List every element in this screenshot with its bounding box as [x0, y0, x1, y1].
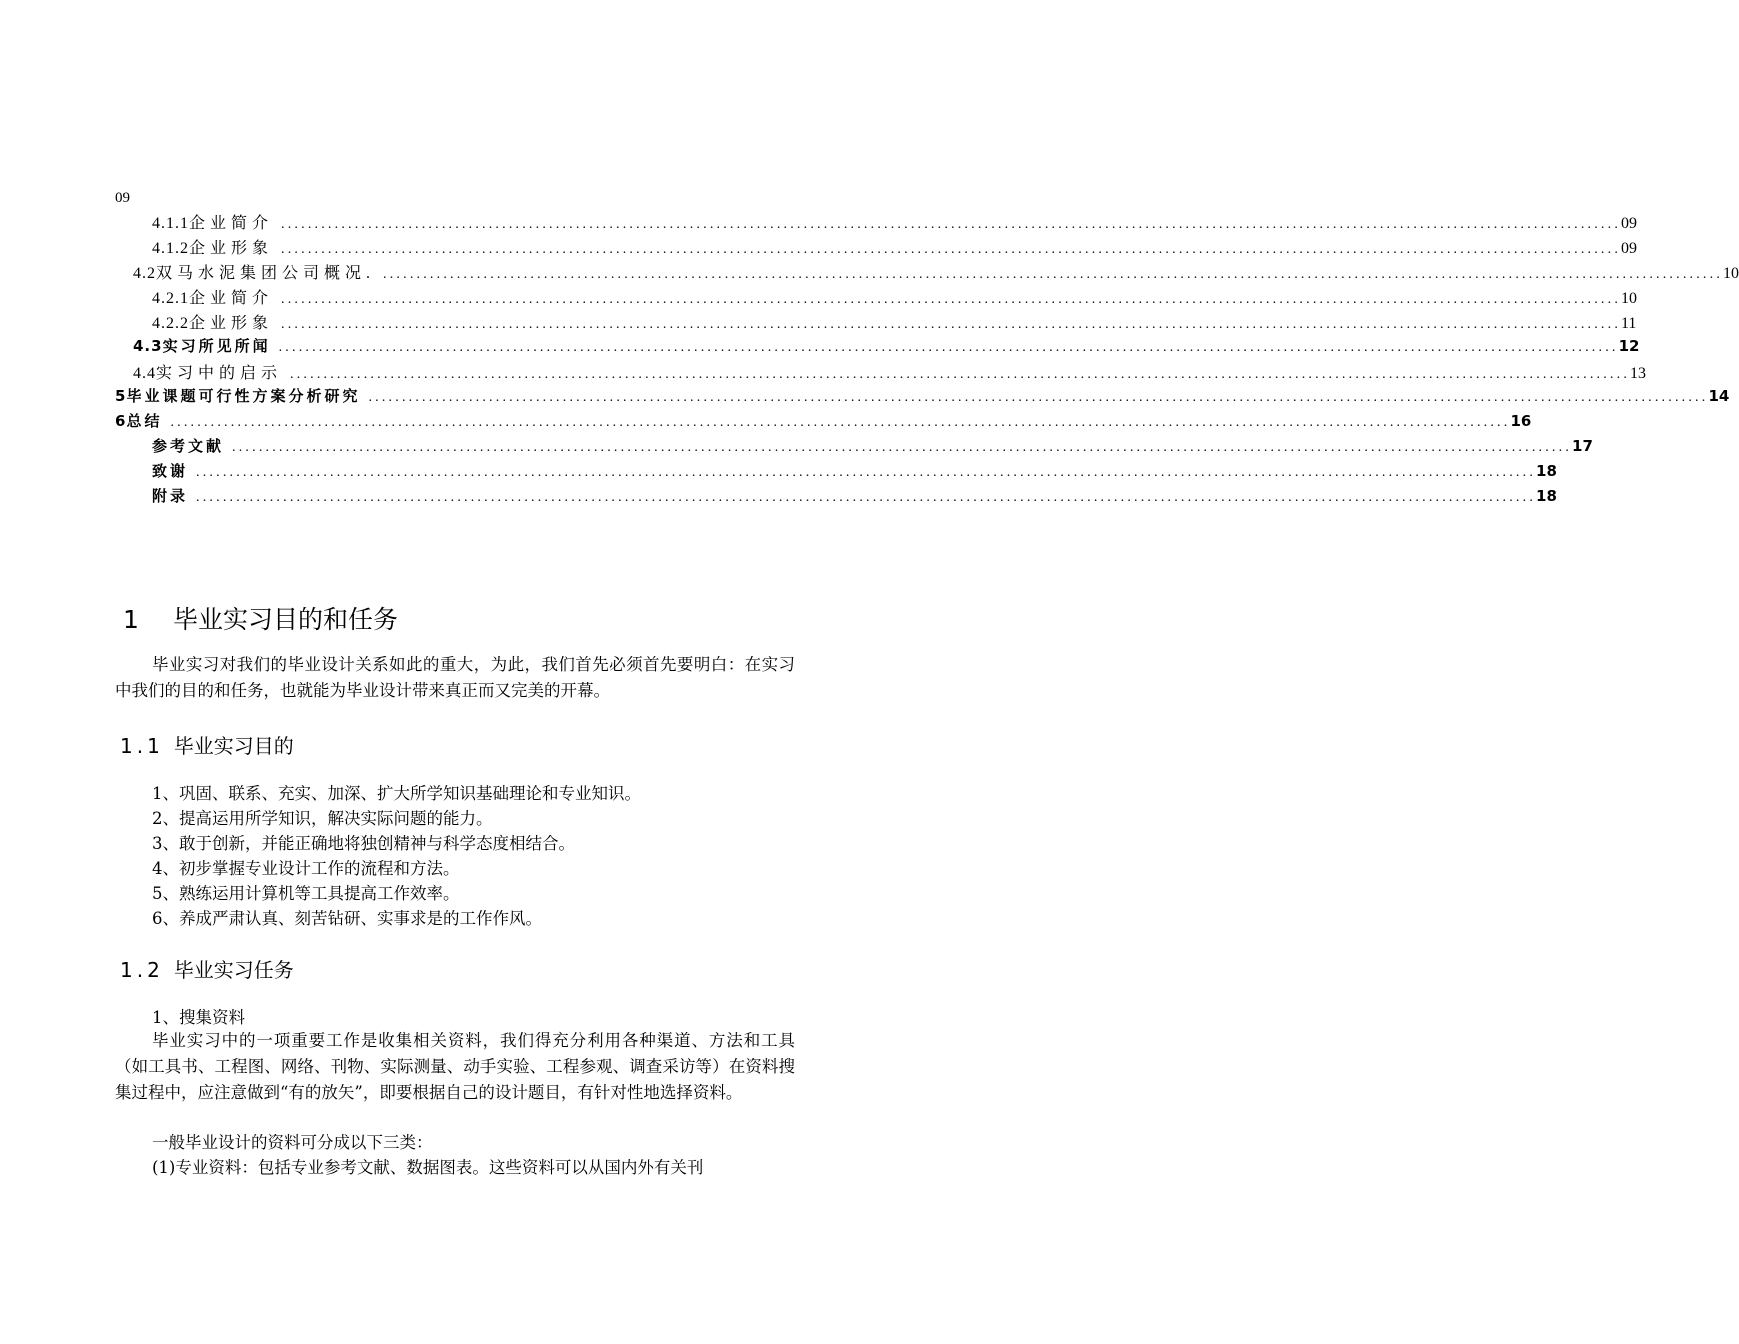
toc-number: 6 — [115, 412, 127, 430]
toc-page-number: 14 — [1708, 387, 1730, 405]
toc-leader-dots: ........................................................................................................................................................................................................ — [281, 292, 1622, 307]
toc-page-number: 09 — [1621, 240, 1638, 257]
toc-page-number: 18 — [1536, 462, 1557, 480]
toc-title: 实习所见所闻 — [162, 337, 271, 355]
section-title: 毕业实习任务 — [173, 958, 294, 982]
toc-row — [115, 385, 1730, 409]
toc-number: 4.1.1 — [152, 215, 189, 232]
toc-number: 4.2.2 — [152, 315, 189, 332]
toc-title: 企业简介 — [189, 290, 274, 307]
toc-row — [152, 485, 1557, 509]
toc-title: 总结 — [126, 412, 163, 430]
section-number: 1.2 — [120, 958, 164, 982]
toc-leader-dots: ........................................................................................................................................................................................................ — [196, 465, 1537, 480]
toc-title: 企业形象 — [189, 315, 274, 332]
toc-page-number: 12 — [1618, 337, 1640, 355]
toc-page-number: 09 — [1621, 215, 1638, 232]
section-number: 1 — [123, 605, 139, 634]
section-1-intro: 毕业实习对我们的毕业设计关系如此的重大，为此，我们首先必须首先要明白：在实习中我们的目的和任务，也就能为毕业设计带来真正而又完美的开幕。 — [115, 655, 795, 700]
list-item: 4、初步掌握专业设计工作的流程和方法。 — [152, 859, 460, 878]
paragraph: (1)专业资料：包括专业参考文献、数据图表。这些资料可以从国内外有关刊 — [152, 1158, 704, 1177]
toc-number: 5 — [115, 387, 127, 405]
toc-page-number: 17 — [1572, 437, 1593, 455]
toc-page-number: 10 — [1621, 290, 1638, 307]
toc-title: 实习中的启示 — [156, 365, 283, 382]
toc-leader-dots: ........................................................................................................................................................................................................ — [281, 217, 1622, 232]
toc-page-number: 10 — [1723, 265, 1739, 282]
list-item: 3、敢于创新，并能正确地将独创精神与科学态度相结合。 — [152, 834, 575, 853]
toc-leader-dots: ........................................................................................................................................................................................................ — [278, 340, 1619, 355]
toc-number: 4.3 — [133, 337, 163, 355]
toc-title: 双马水泥集团公司概况. — [156, 265, 376, 282]
toc-number: 4.1.2 — [152, 240, 189, 257]
toc-row — [133, 260, 1739, 284]
toc-row — [152, 460, 1557, 484]
toc-number: 4.2 — [133, 265, 156, 282]
paragraph: 毕业实习中的一项重要工作是收集相关资料，我们得充分利用各种渠道、方法和工具（如工具书、工程图、网络、刊物、实际测量、动手实验、工程参观、调查采访等）在资料搜集过程中，应注意做到“有的放矢”，即要根据自己的设计题目，有针对性地选择资料。 — [115, 1031, 795, 1102]
toc-page-number: 16 — [1510, 412, 1532, 430]
toc-page-number: 13 — [1630, 365, 1647, 382]
toc-leader-dots: ........................................................................................................................................................................................................ — [196, 490, 1537, 505]
toc-leader-dots: ........................................................................................................................................................................................................ — [290, 367, 1631, 382]
toc-number: 4.2.1 — [152, 290, 189, 307]
toc-row — [152, 435, 1593, 459]
toc-page-number: 11 — [1621, 315, 1637, 332]
section-number: 1.1 — [120, 734, 164, 758]
toc-title: 参考文献 — [152, 437, 225, 455]
toc-title: 致谢 — [152, 462, 189, 480]
toc-row — [152, 235, 1638, 259]
objectives-list — [152, 781, 792, 931]
section-title: 毕业实习目的 — [173, 734, 294, 758]
paragraph: 一般毕业设计的资料可分成以下三类： — [152, 1133, 433, 1152]
toc-lead-page: 09 — [115, 190, 130, 206]
toc-row — [152, 210, 1638, 234]
toc-leader-dots: ........................................................................................................................................................................................................ — [383, 267, 1724, 282]
section-1-1-heading — [120, 730, 294, 759]
toc-leader-dots: ........................................................................................................................................................................................................ — [170, 415, 1511, 430]
toc-number: 4.4 — [133, 365, 156, 382]
toc-row — [152, 285, 1638, 309]
toc-title: 附录 — [152, 487, 189, 505]
toc-leader-dots: ........................................................................................................................................................................................................ — [368, 390, 1709, 405]
list-item: 5、熟练运用计算机等工具提高工作效率。 — [152, 884, 460, 903]
toc-title: 毕业课题可行性方案分析研究 — [126, 387, 361, 405]
toc-leader-dots: ........................................................................................................................................................................................................ — [281, 242, 1622, 257]
list-item: 2、提高运用所学知识，解决实际问题的能力。 — [152, 809, 493, 828]
subheading-collect-data: 1、搜集资料 — [152, 1008, 245, 1027]
toc-row — [133, 335, 1640, 359]
section-1-2-heading — [120, 954, 294, 983]
toc-leader-dots: ........................................................................................................................................................................................................ — [281, 317, 1622, 332]
toc-row — [115, 410, 1532, 434]
list-item: 1、巩固、联系、充实、加深、扩大所学知识基础理论和专业知识。 — [152, 784, 641, 803]
toc-row — [133, 360, 1647, 384]
list-item: 6、养成严肃认真、刻苦钻研、实事求是的工作作风。 — [152, 909, 542, 928]
toc-leader-dots: ........................................................................................................................................................................................................ — [232, 440, 1573, 455]
toc-page-number: 18 — [1536, 487, 1557, 505]
section-title: 毕业实习目的和任务 — [173, 605, 399, 634]
toc-row — [152, 310, 1637, 334]
toc-title: 企业形象 — [189, 240, 274, 257]
section-1-heading — [123, 600, 398, 636]
toc-title: 企业简介 — [189, 215, 274, 232]
